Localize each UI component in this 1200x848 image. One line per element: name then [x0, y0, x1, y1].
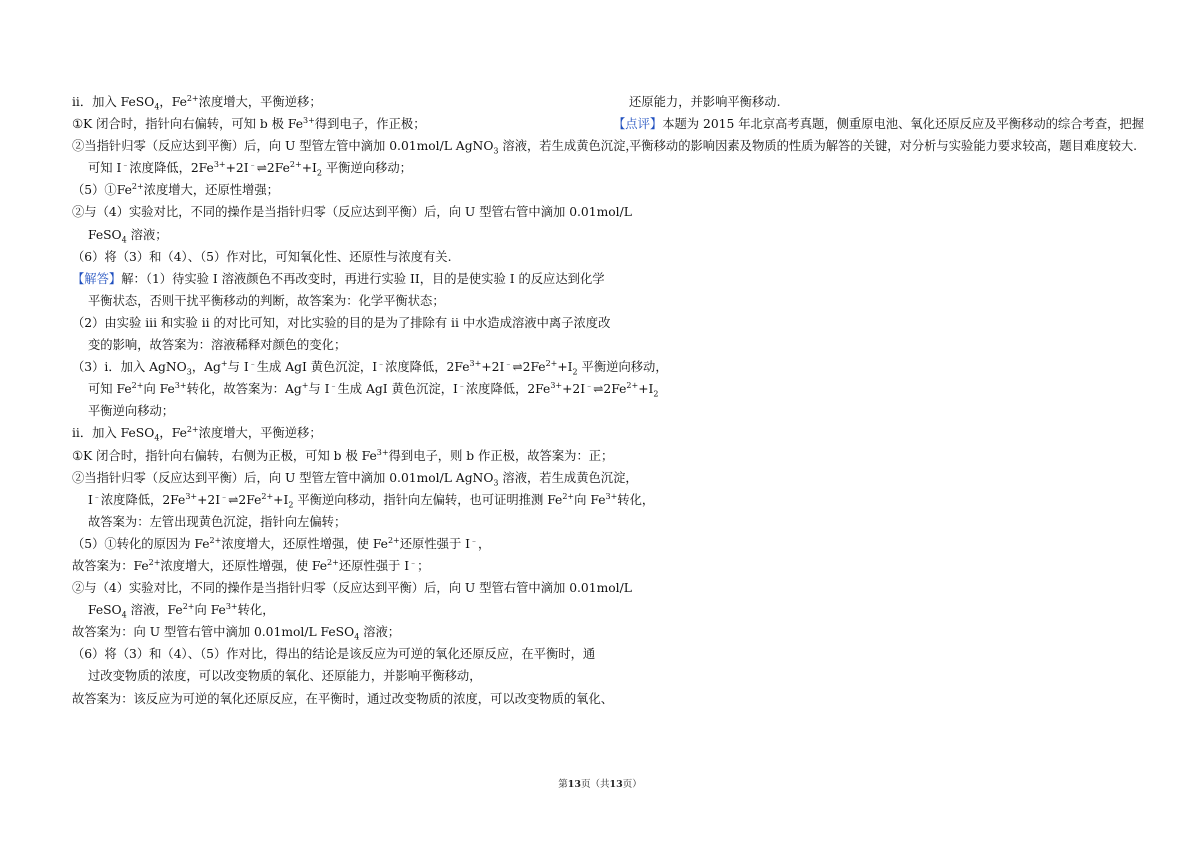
text-run: +I — [638, 382, 654, 397]
text-run: 过改变物质的浓度，可以改变物质的氧化、还原能力，并影响平衡移动， — [88, 669, 482, 684]
text-run: ，Ag — [191, 360, 221, 375]
text-run: 还原性强于 I — [399, 536, 471, 551]
text-run: 浓度降低，2Fe — [100, 492, 186, 507]
superscript: ﹣ — [504, 359, 513, 369]
text-run: ⇌2Fe — [256, 161, 290, 176]
text-run: 本题为 2015 年北京高考真题，侧重原电池、氧化还原反应及平衡移动的综合考查，把握 — [662, 117, 1145, 132]
text-run: 转化， — [237, 603, 275, 618]
subscript: 2 — [316, 168, 322, 178]
right-column — [613, 91, 1143, 157]
text-run: （6）将（3）和（4）、（5）作对比，可知氧化性、还原性与浓度有关. — [72, 249, 452, 264]
text-line — [72, 422, 597, 444]
text-run: 解：（1）待实验 I 溶液颜色不再改变时，再进行实验 II，目的是使实验 I 的反应达到化学 — [121, 271, 605, 286]
text-run: I — [88, 492, 93, 507]
text-run: 故答案为：该反应为可逆的氧化还原反应，在平衡时，通过改变物质的浓度，可以改变物质的氧化、 — [72, 691, 614, 706]
superscript: 2+ — [182, 602, 195, 612]
superscript: 3+ — [469, 359, 482, 369]
subscript: 2 — [288, 500, 294, 510]
text-run: （5）①Fe — [72, 183, 132, 198]
superscript: 2+ — [131, 182, 144, 192]
superscript: ﹣ — [220, 491, 229, 501]
text-run: ①K 闭合时，指针向右偏转，右侧为正极，可知 b 极 Fe — [72, 448, 377, 463]
subscript: 2 — [653, 389, 659, 399]
text-line — [72, 577, 632, 599]
text-run: 与 I — [308, 382, 330, 397]
superscript: ﹣ — [329, 381, 338, 391]
text-run: ⇌2Fe — [228, 492, 262, 507]
text-run: 可知 Fe — [88, 382, 132, 397]
text-line — [72, 555, 597, 577]
text-run: ii．加入 FeSO — [72, 426, 155, 441]
superscript: 2+ — [626, 381, 639, 391]
text-run: ⇌2Fe — [512, 360, 546, 375]
text-run: 浓度增大，平衡逆移； — [198, 426, 322, 441]
superscript: 3+ — [605, 491, 618, 501]
subscript: 4 — [121, 235, 127, 245]
text-run: （3）i．加入 AgNO — [72, 360, 187, 375]
text-line — [72, 334, 597, 356]
text-run: 向 Fe — [574, 492, 606, 507]
text-run: 平衡逆向移动； — [88, 404, 175, 419]
text-run: 浓度增大，平衡逆移； — [198, 95, 322, 109]
text-run: FeSO — [88, 603, 122, 618]
text-run: 得到电子，作正极； — [314, 117, 426, 132]
footer-mid: 页（共 — [580, 779, 610, 790]
text-run: 还原性强于 I — [338, 558, 410, 573]
text-run: 溶液，Fe — [126, 603, 183, 618]
text-line — [72, 201, 632, 223]
superscript: 2+ — [209, 535, 222, 545]
text-line — [72, 467, 638, 489]
superscript: ﹣ — [121, 160, 130, 170]
text-line — [72, 179, 597, 201]
text-run: 得到电子，则 b 作正极，故答案为：正； — [388, 448, 614, 463]
text-run: （6）将（3）和（4）、（5）作对比，得出的结论是该反应为可逆的氧化还原反应，在平衡时，通 — [72, 647, 596, 662]
text-line — [72, 224, 597, 246]
superscript: 2+ — [186, 425, 199, 435]
text-run: +2I — [225, 161, 249, 176]
text-line — [72, 599, 597, 621]
superscript: + — [301, 381, 309, 391]
text-line — [613, 135, 1143, 157]
superscript: + — [220, 359, 228, 369]
text-run: 故答案为：左管出现黄色沉淀，指针向左偏转； — [88, 514, 347, 529]
text-line — [613, 91, 1143, 113]
text-run: 平衡逆向移动，指针向左偏转，也可证明推测 Fe — [293, 492, 563, 507]
text-run: 向 Fe — [194, 603, 226, 618]
superscript: 3+ — [550, 381, 563, 391]
text-line — [72, 643, 597, 665]
text-run: 与 I — [227, 360, 249, 375]
text-run: ②与（4）实验对比，不同的操作是当指针归零（反应达到平衡）后，向 U 型管右管中滴加 0.01mol/L — [72, 581, 632, 596]
text-run: 浓度增大，还原性增强； — [143, 183, 279, 198]
section-tag: 【解答】 — [72, 271, 122, 286]
text-line — [72, 511, 597, 533]
text-run: 平衡逆向移动； — [321, 161, 412, 176]
superscript: 3+ — [376, 447, 389, 457]
text-run: 溶液，若生成黄色沉淀， — [498, 139, 638, 154]
text-line — [72, 621, 597, 643]
footer-total-pages: 13 — [609, 779, 623, 790]
subscript: 4 — [154, 433, 160, 443]
text-run: +2I — [562, 382, 586, 397]
text-run: 浓度增大，还原性增强，使 Fe — [221, 536, 388, 551]
text-run: ②当指针归零（反应达到平衡）后，向 U 型管左管中滴加 0.01mol/L AgNO — [72, 139, 494, 154]
text-line — [72, 489, 655, 511]
subscript: 4 — [154, 102, 160, 112]
text-run: +I — [557, 360, 573, 375]
superscript: ﹣ — [409, 557, 418, 567]
superscript: 2+ — [562, 491, 575, 501]
superscript: ﹣ — [585, 381, 594, 391]
text-run: （2）由实验 iii 和实验 ii 的对比可知，对比实验的目的是为了排除有 ii 中水造成溶液中离子浓度改 — [72, 315, 611, 330]
text-run: 浓度降低，2Fe — [385, 360, 470, 375]
subscript: 4 — [354, 632, 360, 642]
text-run: 溶液； — [359, 625, 401, 640]
text-run: ii．加入 FeSO — [72, 95, 155, 109]
text-run: 变的影响，故答案为：溶液稀释对颜色的变化； — [88, 338, 347, 353]
text-line — [72, 356, 668, 378]
text-run: 还原能力，并影响平衡移动. — [629, 95, 781, 109]
text-line — [72, 400, 597, 422]
text-line — [72, 91, 597, 113]
text-run: 浓度增大，还原性增强，使 Fe — [160, 558, 328, 573]
text-run: +2I — [197, 492, 221, 507]
text-run: ； — [417, 558, 430, 573]
superscript: 3+ — [225, 602, 238, 612]
superscript: 2+ — [148, 557, 161, 567]
subscript: 3 — [493, 478, 499, 488]
superscript: ﹣ — [457, 381, 466, 391]
text-line — [72, 290, 597, 312]
superscript: ﹣ — [377, 359, 386, 369]
text-run: 故答案为：向 U 型管右管中滴加 0.01mol/L FeSO — [72, 625, 355, 640]
text-line — [72, 665, 597, 687]
text-run: ，Fe — [159, 426, 187, 441]
text-run: 转化， — [617, 492, 655, 507]
text-line — [72, 135, 638, 157]
text-run: 故答案为：Fe — [72, 558, 149, 573]
text-line — [72, 113, 597, 135]
text-run: 可知 I — [88, 161, 122, 176]
text-run: ①K 闭合时，指针向右偏转，可知 b 极 Fe — [72, 117, 304, 132]
subscript: 4 — [121, 610, 127, 620]
text-run: 转化，故答案为：Ag — [186, 382, 302, 397]
footer-prefix: 第 — [558, 779, 568, 790]
superscript: 2+ — [131, 381, 144, 391]
superscript: 3+ — [303, 116, 315, 125]
superscript: ﹣ — [248, 160, 257, 170]
text-line — [613, 113, 1143, 135]
superscript: 2+ — [186, 93, 199, 103]
text-line — [72, 312, 611, 334]
superscript: ﹣ — [470, 535, 479, 545]
superscript: ﹣ — [92, 491, 101, 501]
text-run: 平衡移动的影响因素及物质的性质为解答的关键，对分析与实验能力要求较高，题目难度较大. — [629, 139, 1138, 154]
text-run: 生成 AgI 黄色沉淀，I — [337, 382, 458, 397]
text-line — [72, 246, 597, 268]
superscript: 2+ — [327, 557, 339, 567]
text-run: 浓度降低，2Fe — [129, 161, 214, 176]
footer-suffix: 页） — [622, 779, 642, 790]
text-run: +I — [273, 492, 289, 507]
superscript: 2+ — [289, 160, 302, 170]
subscript: 3 — [186, 367, 192, 377]
text-line — [72, 378, 659, 400]
text-run: 溶液，若生成黄色沉淀， — [498, 470, 638, 485]
superscript: ﹣ — [248, 359, 257, 369]
text-run: ②与（4）实验对比，不同的操作是当指针归零（反应达到平衡）后，向 U 型管右管中滴加 0.01mol/L — [72, 205, 632, 220]
subscript: 2 — [572, 367, 578, 377]
section-tag: 【点评】 — [613, 117, 663, 132]
page-footer — [0, 776, 1200, 790]
text-run: FeSO — [88, 227, 122, 242]
superscript: 2+ — [387, 535, 400, 545]
footer-page-number: 13 — [567, 779, 581, 790]
text-run: +I — [301, 161, 317, 176]
text-line — [72, 533, 597, 555]
text-run: （5）①转化的原因为 Fe — [72, 536, 210, 551]
superscript: 3+ — [213, 160, 226, 170]
superscript: 3+ — [185, 491, 198, 501]
text-run: ，Fe — [159, 95, 187, 109]
text-run: ， — [478, 536, 491, 551]
text-run: 生成 AgI 黄色沉淀，I — [256, 360, 378, 375]
superscript: 3+ — [174, 381, 187, 391]
text-run: 平衡逆向移动， — [577, 360, 668, 375]
text-line — [72, 688, 614, 710]
text-run: ②当指针归零（反应达到平衡）后，向 U 型管左管中滴加 0.01mol/L AgNO — [72, 470, 494, 485]
text-run: 溶液； — [126, 227, 168, 242]
text-run: 向 Fe — [143, 382, 175, 397]
text-run: 浓度降低，2Fe — [465, 382, 551, 397]
text-line — [72, 268, 605, 290]
subscript: 3 — [493, 146, 499, 156]
superscript: 2+ — [545, 359, 558, 369]
text-run: 平衡状态，否则干扰平衡移动的判断，故答案为：化学平衡状态； — [88, 293, 445, 308]
text-line — [72, 445, 614, 467]
text-run: ⇌2Fe — [593, 382, 627, 397]
text-line — [72, 157, 597, 179]
superscript: 2+ — [261, 491, 274, 501]
text-run: +2I — [481, 360, 505, 375]
